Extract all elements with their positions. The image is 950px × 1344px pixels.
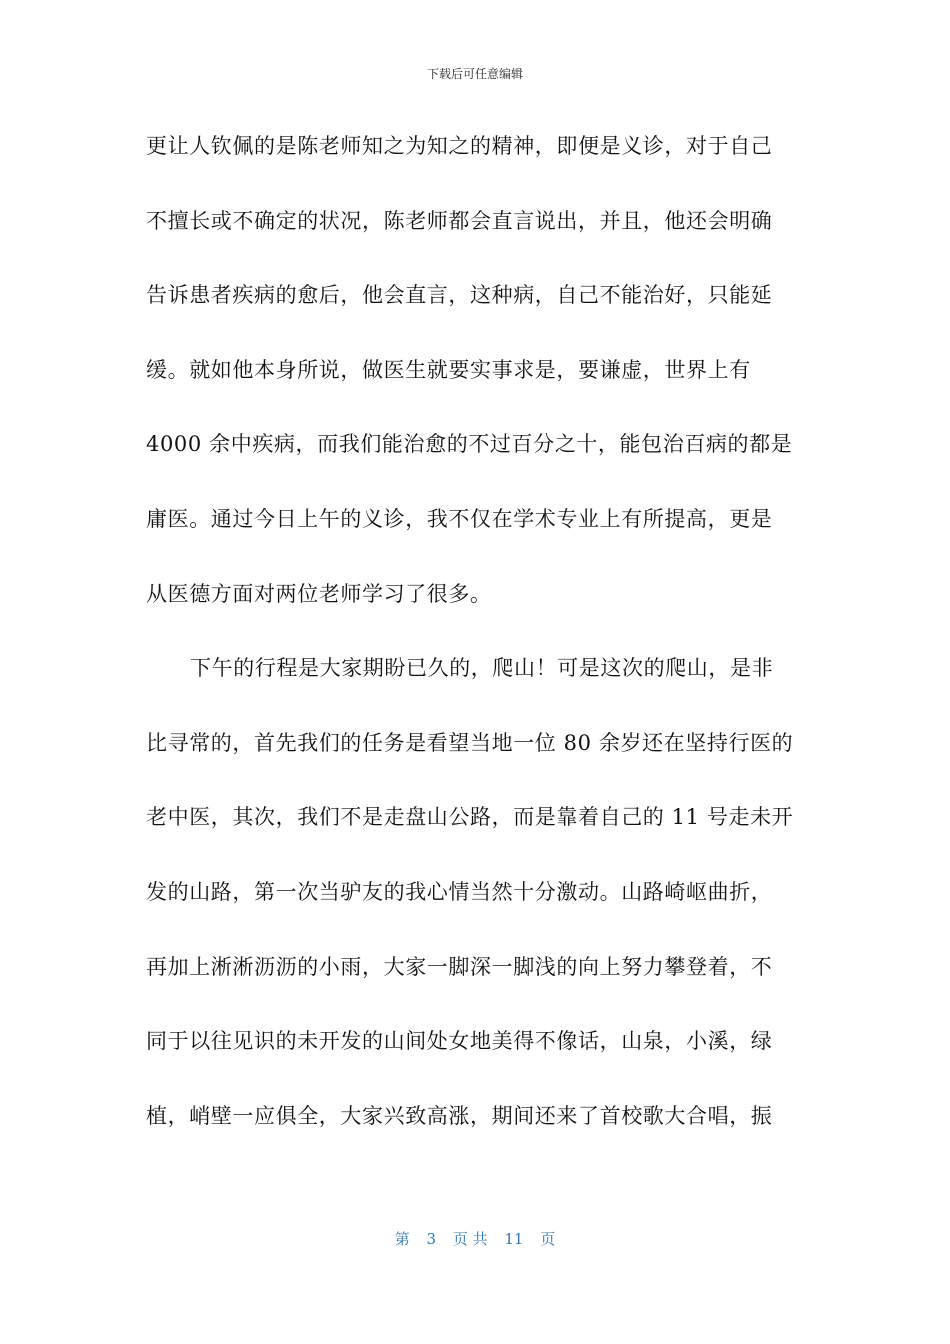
- paragraph-line: 告诉患者疾病的愈后，他会直言，这种病，自己不能治好，只能延: [146, 283, 773, 308]
- footer-suffix: 页: [540, 1230, 556, 1248]
- paragraph-line: 同于以往见识的未开发的山间处女地美得不像话，山泉，小溪，绿: [146, 1029, 773, 1054]
- paragraph-line: 下午的行程是大家期盼已久的，爬山！可是这次的爬山，是非: [190, 656, 774, 681]
- paragraph-line: 发的山路，第一次当驴友的我心情当然十分激动。山路崎岖曲折，: [146, 879, 773, 904]
- header-text: 下载后可任意编辑: [426, 67, 523, 81]
- paragraph-line: 比寻常的，首先我们的任务是看望当地一位 80 余岁还在坚持行医的: [146, 730, 794, 755]
- paragraph-line: 4000 余中疾病，而我们能治愈的不过百分之十，能包治百病的都是: [146, 432, 793, 457]
- page-footer: [0, 1228, 950, 1250]
- paragraph-line: 再加上淅淅沥沥的小雨，大家一脚深一脚浅的向上努力攀登着，不: [146, 954, 773, 979]
- paragraph-line: 老中医，其次，我们不是走盘山公路，而是靠着自己的 11 号走未开: [146, 805, 794, 830]
- footer-prefix: 第: [394, 1230, 410, 1248]
- paragraph-line: 庸医。通过今日上午的义诊，我不仅在学术专业上有所提高，更是: [146, 506, 773, 531]
- paragraph-line: 更让人钦佩的是陈老师知之为知之的精神，即便是义诊，对于自己: [146, 134, 773, 158]
- footer-middle: 页 共: [452, 1230, 488, 1248]
- document-body: [146, 125, 806, 1169]
- paragraph-line: 植，峭壁一应俱全，大家兴致高涨，期间还来了首校歌大合唱，振: [146, 1103, 773, 1128]
- paragraph-line: 不擅长或不确定的状况，陈老师都会直言说出，并且，他还会明确: [146, 208, 773, 233]
- paragraph-line: 从医德方面对两位老师学习了很多。: [146, 581, 492, 606]
- current-page-number: 3: [426, 1230, 437, 1248]
- total-pages-number: 11: [504, 1230, 524, 1248]
- page-header: [0, 66, 950, 82]
- paragraph-line: 缓。就如他本身所说，做医生就要实事求是，要谦虚，世界上有: [146, 357, 751, 382]
